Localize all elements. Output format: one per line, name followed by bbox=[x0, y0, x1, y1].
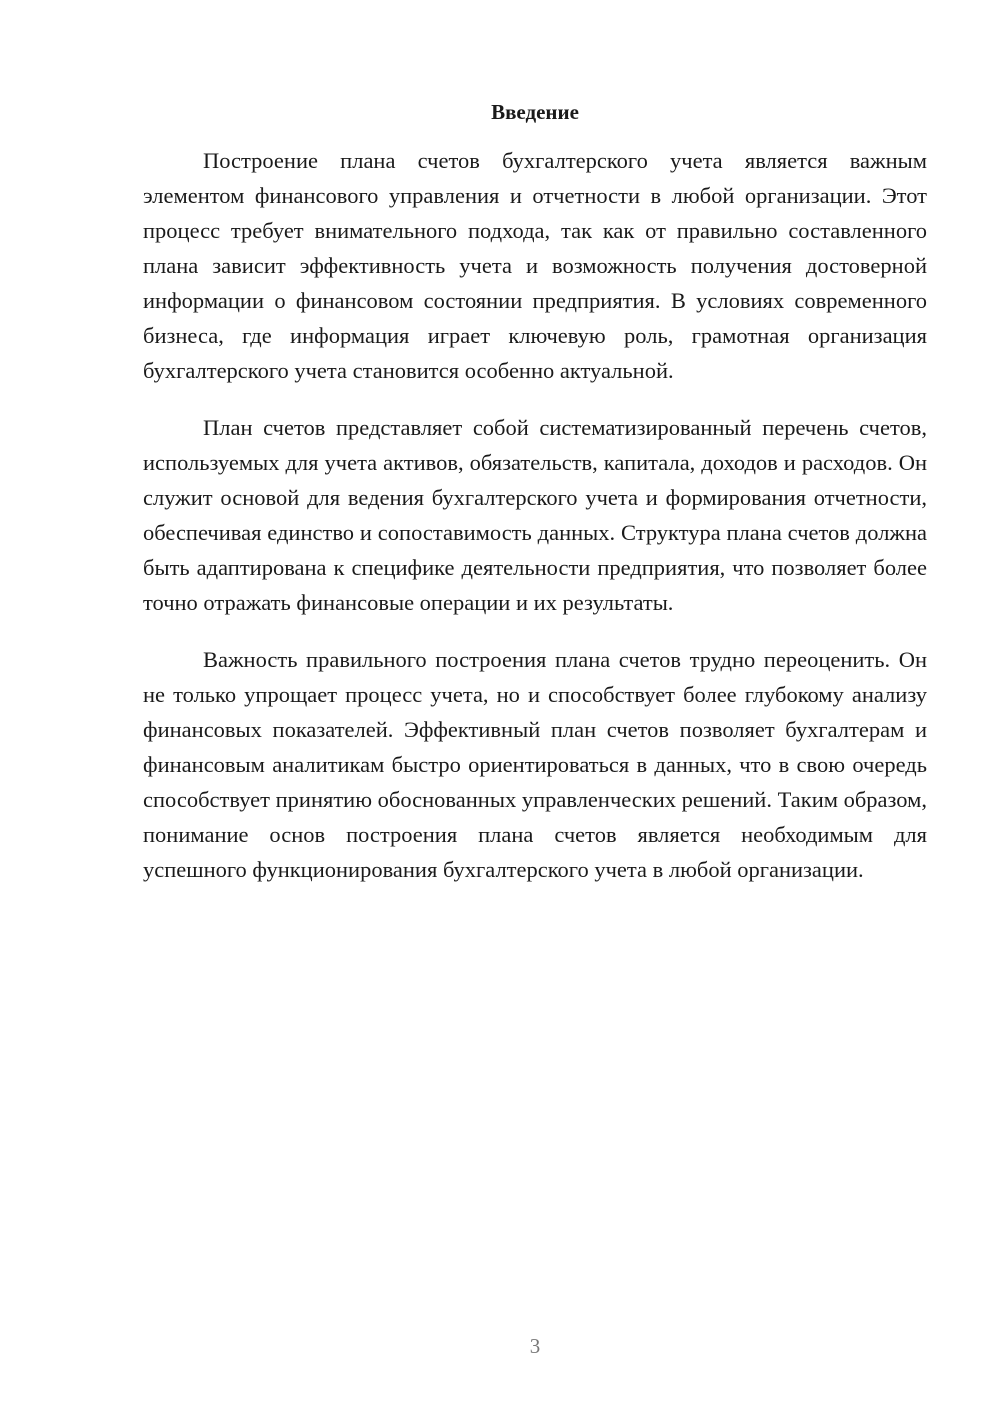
section-heading: Введение bbox=[491, 100, 579, 124]
document-body bbox=[143, 143, 927, 909]
paragraph-1: Построение плана счетов бухгалтерского учета является важным элементом финансового управления и отчетности в любой организации. Этот процесс требует внимательного подхода, так как от правильно составленного плана зависит эффективность учета и возможность получения достоверной информации о финансовом состоянии предприятия. В условиях современного бизнеса, где информация играет ключевую роль, грамотная организация бухгалтерского учета становится особенно актуальной. bbox=[143, 148, 927, 383]
paragraph-3: Важность правильного построения плана счетов трудно переоценить. Он не только упрощает процесс учета, но и способствует более глубокому анализу финансовых показателей. Эффективный план счетов позволяет бухгалтерам и финансовым аналитикам быстро ориентироваться в данных, что в свою очередь способствует принятию обоснованных управленческих решений. Таким образом, понимание основ построения плана счетов является необходимым для успешного функционирования бухгалтерского учета в любой организации. bbox=[143, 647, 927, 882]
paragraph-2: План счетов представляет собой систематизированный перечень счетов, используемых для учета активов, обязательств, капитала, доходов и расходов. Он служит основой для ведения бухгалтерского учета и формирования отчетности, обеспечивая единство и сопоставимость данных. Структура плана счетов должна быть адаптирована к специфике деятельности предприятия, что позволяет более точно отражать финансовые операции и их результаты. bbox=[143, 415, 927, 615]
page-number: 3 bbox=[529, 1334, 541, 1358]
